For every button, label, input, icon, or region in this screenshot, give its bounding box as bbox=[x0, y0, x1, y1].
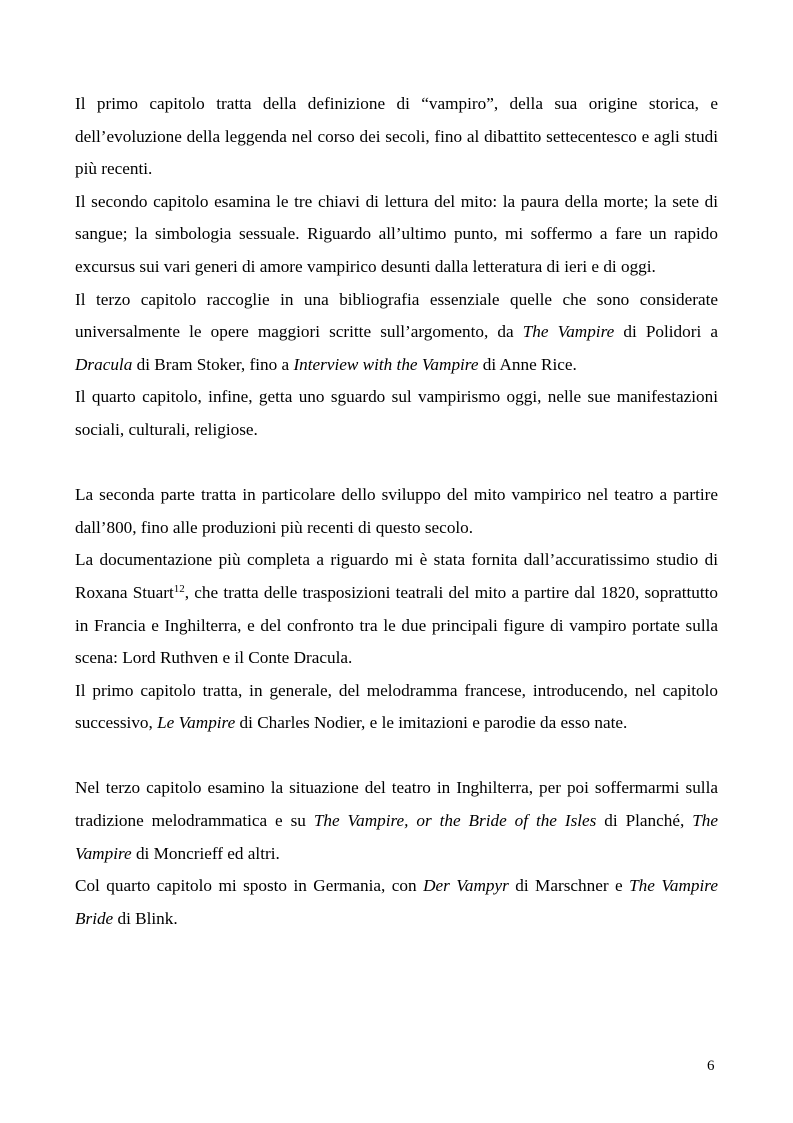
italic-title: The Vampire bbox=[522, 322, 615, 342]
text-run: Il primo capitolo tratta della definizione di “vampiro”, della sua origine storica, e dell’evoluzione della leggenda nel corso dei secoli, fino al dibattito settecentesco e agli studi più recenti. bbox=[75, 94, 718, 179]
italic-title: Der Vampyr bbox=[423, 876, 509, 896]
paragraph bbox=[75, 381, 718, 446]
text-run: Nel terzo capitolo esamino la situazione del teatro in Inghilterra, per poi soffermarmi sulla tradizione melodrammatica e su bbox=[75, 778, 718, 831]
italic-title: Dracula bbox=[75, 354, 133, 374]
italic-title: The Vampire, or the Bride of the Isles bbox=[313, 811, 597, 831]
paragraph bbox=[75, 186, 718, 284]
paragraph-gap bbox=[75, 447, 718, 480]
paragraph bbox=[75, 675, 718, 740]
text-run: di Polidori a bbox=[614, 322, 718, 342]
italic-title: Interview with the Vampire bbox=[293, 354, 479, 374]
footnote-ref[interactable]: 12 bbox=[173, 582, 185, 595]
page-number: 6 bbox=[707, 1058, 715, 1074]
text-run: di Charles Nodier, e le imitazioni e parodie da esso nate. bbox=[235, 713, 628, 733]
italic-title: The Vampire Bride bbox=[75, 876, 718, 928]
italic-title: The Vampire bbox=[75, 811, 719, 863]
text-run: , che tratta delle trasposizioni teatrali del mito a partire dal 1820, soprattutto in Francia e Inghilterra, e del confronto tra le due principali figure di vampiro portate sulla scena: Lord Ruthven e il Conte Dracula. bbox=[75, 582, 718, 668]
text-run: Il primo capitolo tratta, in generale, del melodramma francese, introducendo, nel capitolo successivo, bbox=[75, 680, 718, 733]
text-run: La seconda parte tratta in particolare dello sviluppo del mito vampirico nel teatro a partire dall’800, fino alle produzioni più recenti di questo secolo. bbox=[75, 485, 718, 537]
text-run: di Marschner e bbox=[508, 876, 630, 896]
text-run: di Blink. bbox=[113, 908, 178, 928]
text-run: di Planché, bbox=[596, 811, 693, 831]
paragraph-gap bbox=[75, 740, 718, 773]
italic-title: Le Vampire bbox=[157, 713, 236, 733]
paragraph bbox=[75, 544, 718, 674]
text-run: di Anne Rice. bbox=[478, 354, 577, 374]
paragraph bbox=[75, 772, 718, 870]
text-run: La documentazione più completa a riguardo mi è stata fornita dall’accuratissimo studio di Roxana Stuart bbox=[75, 550, 718, 602]
text-run: Col quarto capitolo mi sposto in Germania, con bbox=[75, 876, 424, 896]
page-body bbox=[75, 88, 718, 935]
text-run: Il quarto capitolo, infine, getta uno sguardo sul vampirismo oggi, nelle sue manifestazioni sociali, culturali, religiose. bbox=[75, 387, 718, 439]
text-run: di Moncrieff ed altri. bbox=[131, 843, 280, 863]
paragraph bbox=[75, 88, 718, 186]
text-run: Il secondo capitolo esamina le tre chiavi di lettura del mito: la paura della morte; la sete di sangue; la simbologia sessuale. Riguardo all’ultimo punto, mi soffermo a fare un rapido excursus sui vari generi di amore vampirico desunti dalla letteratura di ieri e di oggi. bbox=[75, 191, 718, 276]
paragraph bbox=[75, 284, 718, 382]
paragraph bbox=[75, 479, 718, 544]
paragraph bbox=[75, 870, 718, 935]
text-run: Il terzo capitolo raccoglie in una bibliografia essenziale quelle che sono considerate universalmente le opere maggiori scritte sull’argomento, da bbox=[75, 289, 718, 342]
text-run: di Bram Stoker, fino a bbox=[132, 354, 294, 374]
